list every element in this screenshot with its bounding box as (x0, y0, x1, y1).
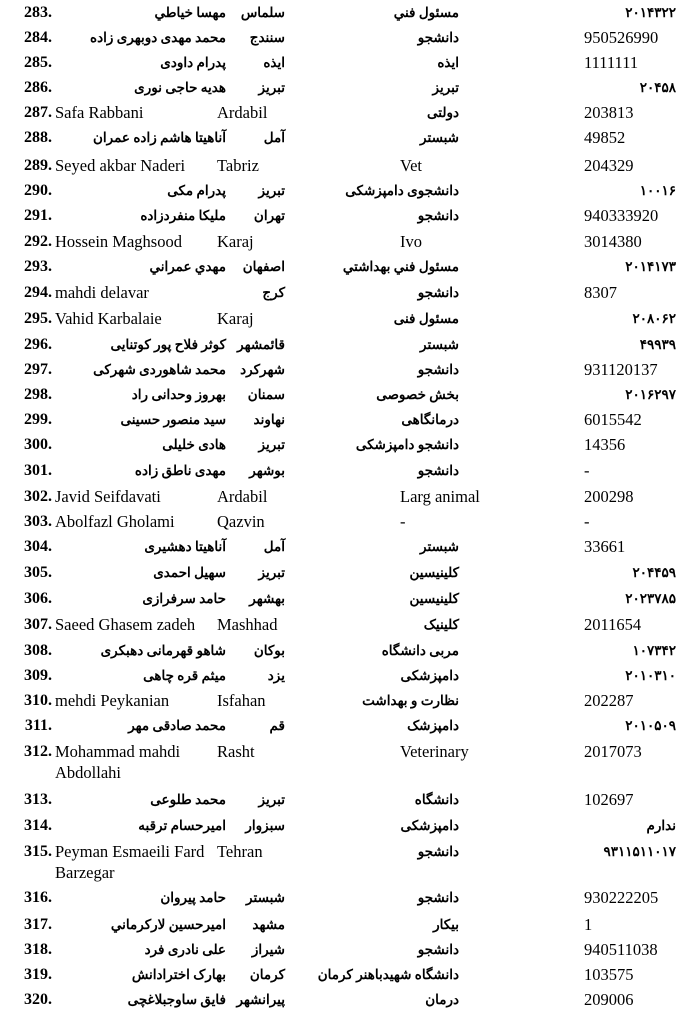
row-code: 103575 (584, 965, 634, 984)
row-number: 287. (24, 104, 52, 121)
row-name: حامد سرفرازی (142, 591, 226, 606)
row-job: دانشجو (417, 285, 459, 300)
row-code: 200298 (584, 487, 634, 506)
row-name: میثم قره چاهی (143, 668, 226, 683)
row-code: ۲۰۱۴۳۲۲ (625, 5, 676, 20)
row-name: علی نادری فرد (144, 942, 226, 957)
row-code: 202287 (584, 691, 634, 710)
row-city: Tabriz (217, 156, 259, 175)
row-code: 33661 (584, 537, 626, 556)
row-name: Peyman Esmaeili Fard Barzegar (55, 842, 205, 882)
row-number: 288. (24, 129, 52, 146)
row-city: Qazvin (217, 512, 265, 531)
row-number: 300. (24, 436, 52, 453)
row-job: Ivo (400, 232, 422, 251)
row-job: Vet (400, 156, 422, 175)
row-city: شبستر (246, 890, 285, 905)
row-code: 6015542 (584, 410, 642, 429)
row-name: آناهیتا هاشم زاده عمران (93, 130, 226, 145)
row-number: 310. (24, 692, 52, 709)
row-code: ۲۰۸۰۶۲ (632, 311, 676, 326)
row-city: Karaj (217, 309, 254, 328)
row-number: 309. (24, 667, 52, 684)
row-name: Seyed akbar Naderi (55, 156, 186, 175)
row-city: تبریز (258, 183, 285, 198)
row-code: 102697 (584, 790, 634, 809)
row-number: 284. (24, 29, 52, 46)
row-code: 940333920 (584, 206, 659, 225)
row-name: مهدي عمراني (149, 259, 226, 274)
row-job: درمان (425, 992, 459, 1007)
row-job: دانشجو (417, 942, 459, 957)
row-name: mehdi Peykanian (55, 691, 170, 710)
row-city: پیرانشهر (236, 992, 285, 1007)
row-code: 49852 (584, 128, 626, 147)
row-name: آناهیتا دهشیری (144, 539, 226, 554)
row-city: بوکان (253, 643, 285, 658)
row-code: 2011654 (584, 615, 642, 634)
row-number: 307. (24, 616, 52, 633)
row-number: 312. (24, 743, 52, 760)
row-city: نهاوند (253, 412, 285, 427)
row-code: 940511038 (584, 940, 658, 959)
row-code: ۲۰۱۴۱۷۳ (625, 259, 676, 274)
row-number: 311. (24, 717, 52, 734)
row-job: شبستر (420, 337, 459, 352)
row-number: 290. (24, 182, 52, 199)
row-job: Veterinary (400, 742, 469, 761)
row-job: مسئول فني بهداشتي (342, 259, 459, 274)
row-job: تبریز (432, 80, 459, 95)
row-job: دانشگاه (414, 792, 459, 807)
row-code: 931120137 (584, 360, 658, 379)
row-job: دانشجو (417, 463, 459, 478)
row-code: 950526990 (584, 28, 659, 47)
row-job: نظارت و بهداشت (362, 693, 459, 708)
row-name: امیرحسام ترقبه (138, 818, 226, 833)
row-number: 293. (24, 258, 52, 275)
row-city: Ardabil (217, 487, 268, 506)
row-city: Rasht (217, 742, 255, 761)
row-city: بوشهر (249, 463, 285, 478)
row-code: ۲۰۲۳۷۸۵ (625, 591, 676, 606)
row-code: ۲۰۱۰۳۱۰ (625, 668, 676, 683)
row-job: دانشجو (417, 208, 459, 223)
row-city: تهران (253, 208, 285, 223)
row-code: 209006 (584, 990, 634, 1009)
row-job: - (400, 512, 406, 531)
row-job: درمانگاهی (401, 412, 459, 427)
row-name: محمد مهدی دوبهری زاده (90, 30, 226, 45)
row-number: 283. (24, 4, 52, 21)
row-name: ملیکا منفردزاده (140, 208, 226, 223)
row-job: دولتی (427, 105, 459, 120)
row-number: 291. (24, 207, 52, 224)
row-city: قم (269, 718, 285, 733)
row-number: 318. (24, 941, 52, 958)
row-job: دامپزشکی (400, 668, 459, 683)
row-number: 296. (24, 336, 52, 353)
row-city: کرج (262, 285, 285, 300)
row-name: محمد صادقی مهر (128, 718, 226, 733)
row-job: دانشجوی دامپزشکی (345, 183, 459, 198)
row-code: 8307 (584, 283, 617, 302)
row-number: 294. (24, 284, 52, 301)
row-code: 2017073 (584, 742, 642, 761)
row-number: 303. (24, 513, 52, 530)
row-number: 319. (24, 966, 52, 983)
row-job: بخش خصوصی (376, 387, 459, 402)
row-number: 299. (24, 411, 52, 428)
row-city: Mashhad (217, 615, 278, 634)
row-city: Ardabil (217, 103, 268, 122)
row-number: 316. (24, 889, 52, 906)
row-code: 203813 (584, 103, 634, 122)
row-city: آمل (263, 130, 285, 145)
row-job: دانشجو (417, 844, 459, 859)
row-city: Karaj (217, 232, 254, 251)
row-number: 305. (24, 564, 52, 581)
row-name: هادی خلیلی (162, 437, 226, 452)
row-city: Tehran (217, 842, 263, 861)
row-code: 930222205 (584, 888, 659, 907)
row-city: تبریز (258, 565, 285, 580)
row-job: Larg animal (400, 487, 480, 506)
row-city: سنندج (249, 30, 285, 45)
row-job: ایذه (437, 55, 459, 70)
row-job: دانشجو (417, 890, 459, 905)
row-job: کلینیسین (409, 591, 459, 606)
row-job: بيكار (433, 917, 459, 932)
row-name: Javid Seifdavati (55, 487, 161, 506)
row-number: 304. (24, 538, 52, 555)
row-number: 301. (24, 462, 52, 479)
row-code: 1111111 (584, 53, 639, 72)
row-code: ۴۹۹۳۹ (639, 337, 676, 352)
row-number: 295. (24, 310, 52, 327)
row-city: ایذه (263, 55, 285, 70)
row-name: محمد طلوعی (150, 792, 226, 807)
row-name: Hossein Maghsood (55, 232, 182, 251)
row-code: 1 (584, 915, 593, 934)
row-city: یزد (267, 668, 285, 683)
row-city: تبریز (258, 792, 285, 807)
row-city: Isfahan (217, 691, 266, 710)
row-code: 14356 (584, 435, 626, 454)
row-name: سهیل احمدی (153, 565, 226, 580)
row-name: کوثر فلاح پور کوتنایی (110, 337, 226, 352)
row-name: Mohammad mahdi Abdollahi (55, 742, 181, 782)
row-name: پدرام مکی (167, 183, 226, 198)
row-code: - (584, 461, 590, 480)
row-name: Safa Rabbani (55, 103, 144, 122)
row-name: مهسا خياطي (154, 5, 226, 20)
row-number: 297. (24, 361, 52, 378)
row-code: ۱۰۰۱۶ (639, 183, 676, 198)
row-name: Saeed Ghasem zadeh (55, 615, 196, 634)
row-job: مسئول فني (393, 5, 459, 20)
row-number: 292. (24, 233, 52, 250)
row-job: دانشجو (417, 30, 459, 45)
row-name: Vahid Karbalaie (55, 309, 162, 328)
row-number: 289. (24, 157, 52, 174)
row-job: شبستر (420, 539, 459, 554)
row-code: ۲۰۱۰۵۰۹ (625, 718, 676, 733)
row-city: آمل (263, 539, 285, 554)
row-name: سید منصور حسینی (120, 412, 226, 427)
row-job: کلینیک (423, 617, 459, 632)
row-name: پدرام داودی (160, 55, 226, 70)
row-code: ۱۰۷۳۴۲ (632, 643, 676, 658)
row-name: حامد پیروان (160, 890, 226, 905)
row-number: 286. (24, 79, 52, 96)
row-name: Abolfazl Gholami (55, 512, 175, 531)
row-number: 315. (24, 843, 52, 860)
row-name: محمد شاهوردی شهرکی (93, 362, 226, 377)
row-name: اميرحسين لاركرماني (110, 917, 226, 932)
row-job: دامپزشک (407, 718, 459, 733)
row-code: - (584, 512, 590, 531)
row-number: 314. (24, 817, 52, 834)
row-city: شهرکرد (240, 362, 285, 377)
row-city: اصفهان (242, 259, 285, 274)
row-job: شبستر (420, 130, 459, 145)
row-number: 306. (24, 590, 52, 607)
row-name: بهروز وحدانی راد (131, 387, 226, 402)
row-number: 298. (24, 386, 52, 403)
row-city: سمنان (247, 387, 285, 402)
row-city: مشهد (252, 917, 285, 932)
row-number: 302. (24, 488, 52, 505)
row-name: بهارک اخترادانش (131, 967, 226, 982)
row-number: 320. (24, 991, 52, 1008)
row-number: 285. (24, 54, 52, 71)
row-name: mahdi delavar (55, 283, 149, 302)
row-code: 3014380 (584, 232, 642, 251)
row-city: قائمشهر (237, 337, 285, 352)
row-code: ۲۰۴۴۵۹ (632, 565, 676, 580)
row-name: مهدی ناطق زاده (134, 463, 226, 478)
row-city: شیراز (251, 942, 285, 957)
row-job: دانشجو دامپزشکی (355, 437, 459, 452)
row-code: ۲۰۱۶۲۹۷ (625, 387, 676, 402)
row-city: بهشهر (249, 591, 285, 606)
row-code: ندارم (646, 818, 676, 833)
row-city: سلماس (240, 5, 285, 20)
row-number: 313. (24, 791, 52, 808)
row-number: 317. (24, 916, 52, 933)
row-code: ۲۰۴۵۸ (639, 80, 676, 95)
row-number: 308. (24, 642, 52, 659)
row-code: ۹۳۱۱۵۱۱۰۱۷ (603, 844, 676, 859)
row-city: سبزوار (245, 818, 285, 833)
row-job: کلینیسین (409, 565, 459, 580)
row-name: هدیه حاجی نوری (134, 80, 226, 95)
row-name: شاهو قهرمانی دهبکری (100, 643, 226, 658)
row-name: فایق ساوجبلاغچی (127, 992, 226, 1007)
row-city: کرمان (249, 967, 285, 982)
row-city: تبریز (258, 80, 285, 95)
row-job: دامپزشکی (400, 818, 459, 833)
row-job: مربی دانشگاه (381, 643, 459, 658)
row-job: دانشگاه شهیدباهنر کرمان (317, 967, 459, 982)
row-job: مسئول فنی (393, 311, 459, 326)
row-code: 204329 (584, 156, 634, 175)
row-job: دانشجو (417, 362, 459, 377)
row-city: تبریز (258, 437, 285, 452)
